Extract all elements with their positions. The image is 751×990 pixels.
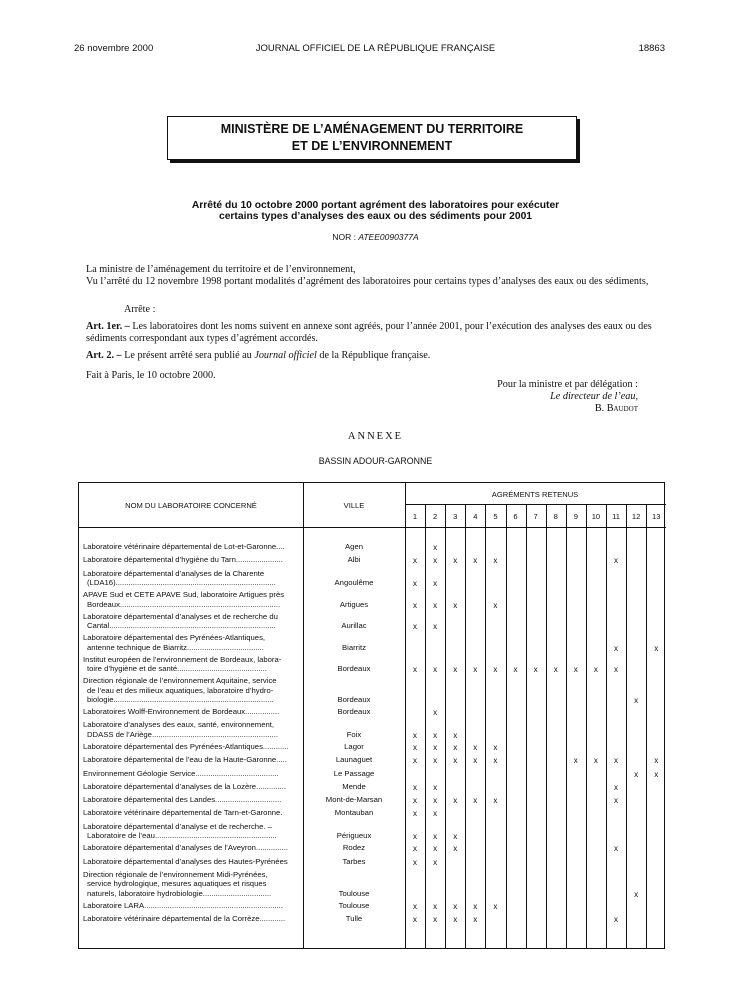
agrement-mark: x xyxy=(614,796,618,806)
ville: Périgueux xyxy=(336,831,372,841)
agrement-mark: x xyxy=(433,809,438,819)
table-row xyxy=(79,870,666,901)
agrement-number-header: 6 xyxy=(513,512,518,521)
agrement-mark: x xyxy=(433,857,438,867)
agrement-mark: x xyxy=(453,742,458,752)
laboratoire-name xyxy=(83,914,299,924)
laboratoire-name xyxy=(83,633,299,652)
table-row xyxy=(79,843,666,856)
fait-a-paris: Fait à Paris, le 10 octobre 2000. xyxy=(86,370,216,381)
ville: Mende xyxy=(342,781,366,791)
table-row xyxy=(79,808,666,821)
agrement-number-header: 12 xyxy=(631,512,641,521)
ville: Lagor xyxy=(344,741,364,751)
agrement-mark: x xyxy=(433,556,438,566)
agrement-mark: x xyxy=(413,782,417,792)
table-row xyxy=(79,822,666,844)
agrement-number-header: 10 xyxy=(591,512,601,521)
agrement-mark: x xyxy=(453,915,458,925)
laboratoire-name-line: Laboratoire départemental des Pyrénées-Atlantiques............ xyxy=(83,741,289,751)
agrement-number-header: 2 xyxy=(433,512,438,521)
agrement-mark: x xyxy=(614,756,618,766)
agrement-mark: x xyxy=(413,915,417,925)
nor-value: ATEE0090377A xyxy=(358,232,419,242)
agrement-mark: x xyxy=(473,756,478,766)
signature-line-1: Pour la ministre et par délégation : xyxy=(497,379,638,390)
laboratoire-name-line: Direction régionale de l’environnement Aquitaine, service xyxy=(83,676,277,686)
agrement-mark: x xyxy=(473,901,478,911)
article-1-text: Les laboratoires dont les noms suivent en annexe sont agréés, pour l’année 2001, pour l’exécution des analyses des eaux ou des sédiments correspondant aux types d’agrément accordés. xyxy=(86,321,652,344)
agrement-mark: x xyxy=(433,665,438,675)
nor-label: NOR : xyxy=(332,232,356,242)
laboratoire-name-line: Laboratoire LARA................................................................. xyxy=(83,900,283,910)
ville: Agen xyxy=(345,542,363,551)
agrement-mark: x xyxy=(473,556,478,566)
ville: Biarritz xyxy=(342,642,366,652)
signature-line-2: Le directeur de l’eau, xyxy=(550,391,638,402)
agrement-mark: x xyxy=(413,665,417,675)
agrement-mark: x xyxy=(473,742,478,752)
laboratoire-name-line: antenne technique de Biarritz.................................... xyxy=(87,642,264,652)
ville: Toulouse xyxy=(338,888,370,898)
agrement-mark: x xyxy=(453,556,458,566)
laboratoire-name xyxy=(83,769,299,779)
agrement-number-header: 13 xyxy=(652,512,661,521)
table-row xyxy=(79,742,666,755)
laboratoire-name xyxy=(83,612,299,631)
agrement-mark: x xyxy=(433,579,438,589)
agrement-mark: x xyxy=(614,556,618,566)
agrement-mark: x xyxy=(433,543,438,552)
agrement-mark: x xyxy=(413,556,417,566)
intro-paragraph-1: La ministre de l’aménagement du territoire et de l’environnement, xyxy=(86,264,356,275)
laboratoire-name xyxy=(83,569,299,588)
agrement-number-header: 3 xyxy=(453,512,458,521)
agrement-mark: x xyxy=(413,857,417,867)
agrement-number-header: 5 xyxy=(493,512,498,521)
ville: Tulle xyxy=(345,914,363,924)
laboratoire-name-line: (LDA16)........................................................................... xyxy=(87,578,276,588)
ville: Le Passage xyxy=(333,768,375,778)
ville: Bordeaux xyxy=(337,707,371,717)
table-row xyxy=(79,542,666,555)
agrement-mark: x xyxy=(453,600,458,610)
laboratoire-name-line: Laboratoire départemental d’analyses et de recherche du xyxy=(83,611,278,621)
laboratoire-name-line: Laboratoire départemental d’hygiène du Tarn...................... xyxy=(83,555,283,565)
table-row xyxy=(79,857,666,870)
agrement-number-header: 7 xyxy=(533,512,538,521)
agrement-mark: x xyxy=(593,665,598,675)
article-1 xyxy=(86,321,666,345)
annexe-title: ANNEXE xyxy=(347,431,404,442)
table-row xyxy=(79,655,666,677)
agrement-mark: x xyxy=(473,665,478,675)
agrement-mark: x xyxy=(573,665,578,675)
agrement-mark: x xyxy=(513,665,518,675)
laboratoire-name-line: Direction régionale de l’environnement Midi-Pyrénées, xyxy=(83,869,268,879)
column-header-ville: VILLE xyxy=(343,501,365,510)
ville: Launaguet xyxy=(335,755,373,765)
laboratoire-name-line: Laboratoire vétérinaire départemental de la Corrèze............ xyxy=(83,914,286,924)
table-row xyxy=(79,755,666,768)
agrement-mark: x xyxy=(614,782,618,792)
table-row xyxy=(79,612,666,634)
laboratoire-name-line: Institut européen de l’environnement de Bordeaux, labora- xyxy=(83,654,282,664)
page-number: 18863 xyxy=(638,43,665,54)
arrete-word: Arrête : xyxy=(124,304,156,315)
table-row xyxy=(79,914,666,927)
ville: Artigues xyxy=(339,599,369,609)
agrement-mark: x xyxy=(614,665,618,675)
ville: Montauban xyxy=(334,808,374,818)
agrement-mark: x xyxy=(433,844,438,854)
arrete-title-line-1: Arrêté du 10 octobre 2000 portant agrément des laboratoires pour exécuter xyxy=(191,200,560,211)
agrement-mark: x xyxy=(413,832,417,842)
table-row xyxy=(79,795,666,808)
arrete-title xyxy=(100,200,651,222)
article-2 xyxy=(86,350,430,362)
laboratoire-name xyxy=(83,590,299,609)
agrement-mark: x xyxy=(634,889,639,899)
ville: Foix xyxy=(346,729,362,739)
laboratoire-name-line: Laboratoire départemental d’analyses des Hautes-Pyrénées xyxy=(83,856,288,866)
agrement-mark: x xyxy=(654,643,659,653)
agrement-mark: x xyxy=(614,643,618,653)
laboratoire-name-line: naturels, laboratoire hydrobiologie................................ xyxy=(87,888,272,898)
ministry-line-2: ET DE L’ENVIRONNEMENT xyxy=(291,139,453,153)
table-row xyxy=(79,676,666,707)
laboratoire-name-line: Laboratoire départemental d’analyses de l’Aveyron............... xyxy=(83,843,288,853)
laboratoire-name-line: biologie........................................................................... xyxy=(87,695,274,705)
agrement-mark: x xyxy=(433,622,438,632)
agrement-mark: x xyxy=(493,556,498,566)
agrement-mark: x xyxy=(413,796,417,806)
table-row xyxy=(79,707,666,720)
table-row xyxy=(79,720,666,742)
article-2-text-before: Le présent arrêté sera publié au xyxy=(124,350,252,361)
laboratoire-name xyxy=(83,795,299,805)
agrement-mark: x xyxy=(413,579,417,589)
laboratoire-name xyxy=(83,555,299,565)
ville: Rodez xyxy=(342,843,366,853)
laboratoire-name xyxy=(83,720,299,739)
table-row xyxy=(79,569,666,591)
agrement-mark: x xyxy=(433,708,438,718)
agrement-mark: x xyxy=(493,901,498,911)
page-header-date: 26 novembre 2000 xyxy=(74,43,154,54)
laboratoire-name-line: Laboratoire vétérinaire départemental de Lot-et-Garonne.... xyxy=(83,542,285,551)
agrement-mark: x xyxy=(654,756,659,766)
agrement-mark: x xyxy=(453,832,458,842)
laboratoire-name-line: Laboratoire départemental d’analyses de la Lozère.............. xyxy=(83,781,286,791)
agrement-mark: x xyxy=(433,901,438,911)
agrement-mark: x xyxy=(614,844,618,854)
laboratoire-name-line: Laboratoire départemental d’analyse et de recherche. – xyxy=(83,821,272,831)
agrement-mark: x xyxy=(433,742,438,752)
laboratoire-name-line: Laboratoire vétérinaire départemental de Tarn-et-Garonne. xyxy=(83,808,283,818)
agrement-mark: x xyxy=(453,901,458,911)
ville: Aurillac xyxy=(341,621,367,631)
article-2-label: Art. 2. – xyxy=(86,350,122,361)
agrement-mark: x xyxy=(433,730,438,740)
agrement-number-header: 4 xyxy=(473,512,478,521)
laboratoire-name xyxy=(83,808,299,818)
agrement-mark: x xyxy=(493,796,498,806)
laboratoire-name xyxy=(83,870,299,899)
article-2-text-after: de la République française. xyxy=(319,350,431,361)
agrement-mark: x xyxy=(453,665,458,675)
agrement-number-header: 8 xyxy=(553,512,558,521)
agrement-mark: x xyxy=(413,742,417,752)
agrement-mark: x xyxy=(453,730,458,740)
table-row xyxy=(79,769,666,782)
agrement-mark: x xyxy=(493,665,498,675)
laboratoire-name-line: Laboratoire départemental des Pyrénées-Atlantiques, xyxy=(83,633,266,643)
signature-block xyxy=(470,379,638,415)
agrement-mark: x xyxy=(413,756,417,766)
laboratoire-name xyxy=(83,676,299,705)
laboratoire-name xyxy=(83,707,299,717)
agrement-mark: x xyxy=(634,696,639,706)
agrement-mark: x xyxy=(453,796,458,806)
table-row xyxy=(79,782,666,795)
ville: Tarbes xyxy=(342,856,366,866)
agrement-mark: x xyxy=(473,796,478,806)
agrement-mark: x xyxy=(493,742,498,752)
laboratoire-name xyxy=(83,755,299,765)
ministry-line-1: MINISTÈRE DE L’AMÉNAGEMENT DU TERRITOIRE xyxy=(220,122,524,136)
page-header-journal-title: JOURNAL OFFICIEL DE LA RÉPUBLIQUE FRANÇAISE xyxy=(255,43,496,54)
table-row xyxy=(79,633,666,655)
agrement-mark: x xyxy=(553,665,558,675)
laboratoire-name-line: Laboratoire de l’eau......................................................... xyxy=(87,831,277,841)
laboratoire-name xyxy=(83,843,299,853)
agrement-number-header: 9 xyxy=(573,512,578,521)
column-header-agrements: AGRÉMENTS RETENUS xyxy=(491,490,579,499)
agrements-table xyxy=(78,482,665,949)
agrement-number-header: 1 xyxy=(412,512,418,521)
agrement-mark: x xyxy=(593,756,598,766)
agrement-mark: x xyxy=(634,769,639,779)
laboratoire-name-line: Laboratoire départemental de l’eau de la Haute-Garonne..... xyxy=(83,755,287,765)
table-row xyxy=(79,901,666,914)
laboratoire-name-line: APAVE Sud et CETE APAVE Sud, laboratoire Artigues près xyxy=(83,590,285,600)
ville: Toulouse xyxy=(338,900,370,910)
agrement-mark: x xyxy=(413,901,417,911)
arrete-title-line-2: certains types d’analyses des eaux ou des sédiments pour 2001 xyxy=(218,211,533,222)
laboratoire-name xyxy=(83,822,299,841)
laboratoire-name-line: Cantal.............................................................................. xyxy=(87,621,276,631)
agrement-mark: x xyxy=(433,915,438,925)
ministry-heading-box xyxy=(167,116,577,160)
ville: Mont-de-Marsan xyxy=(325,795,383,805)
laboratoire-name-line: Laboratoire départemental d’analyses de la Charente xyxy=(83,568,265,578)
agrement-mark: x xyxy=(433,832,438,842)
agrement-number-header: 11 xyxy=(612,512,620,521)
agrement-mark: x xyxy=(413,844,417,854)
ville: Bordeaux xyxy=(337,695,371,705)
ville: Albi xyxy=(347,555,361,565)
column-header-laboratoire: NOM DU LABORATOIRE CONCERNÉ xyxy=(125,501,257,510)
agrement-mark: x xyxy=(493,600,498,610)
ville: Bordeaux xyxy=(337,664,371,674)
agrement-mark: x xyxy=(614,915,618,925)
signature-line-3: B. Baudot xyxy=(594,403,638,414)
agrement-mark: x xyxy=(413,622,417,632)
agrement-mark: x xyxy=(413,730,417,740)
agrement-mark: x xyxy=(533,665,538,675)
laboratoire-name-line: toire d’hygiène et de santé.......................................... xyxy=(87,664,267,674)
agrement-mark: x xyxy=(453,756,458,766)
laboratoire-name-line: Laboratoires Wolff-Environnement de Bordeaux................ xyxy=(83,707,280,717)
bassin-title: BASSIN ADOUR-GARONNE xyxy=(318,456,433,466)
laboratoire-name xyxy=(83,857,299,867)
agrement-mark: x xyxy=(654,769,659,779)
agrement-mark: x xyxy=(413,600,417,610)
laboratoire-name xyxy=(83,742,299,752)
agrement-mark: x xyxy=(433,796,438,806)
laboratoire-name xyxy=(83,901,299,911)
agrement-mark: x xyxy=(473,915,478,925)
article-2-journal: Journal officiel xyxy=(254,350,317,361)
agrement-mark: x xyxy=(453,844,458,854)
laboratoire-name xyxy=(83,782,299,792)
intro-paragraph-2: Vu l’arrêté du 12 novembre 1998 portant modalités d’agrément des laboratoires pour certains types d’analyses des eaux ou des sédiments, xyxy=(86,276,649,287)
ville: Angoulême xyxy=(334,578,374,588)
agrement-mark: x xyxy=(573,756,578,766)
laboratoire-name-line: Environnement Géologie Service....................................... xyxy=(83,768,279,778)
agrement-mark: x xyxy=(433,600,438,610)
agrement-mark: x xyxy=(433,756,438,766)
agrement-mark: x xyxy=(493,756,498,766)
laboratoire-name xyxy=(83,655,299,674)
table-row xyxy=(79,590,666,612)
agrement-mark: x xyxy=(433,782,438,792)
laboratoire-name xyxy=(83,542,299,552)
laboratoire-name-line: Laboratoire d’analyses des eaux, santé, environnement, xyxy=(83,720,275,730)
agrement-mark: x xyxy=(413,809,417,819)
laboratoire-name-line: DDASS de l’Ariège........................................................... xyxy=(87,729,278,739)
nor-reference xyxy=(0,232,751,242)
laboratoire-name-line: Bordeaux........................................................................... xyxy=(87,599,281,609)
header-bottom-line xyxy=(79,527,666,528)
article-1-label: Art. 1er. – xyxy=(86,321,130,332)
table-row xyxy=(79,555,666,568)
laboratoire-name-line: Laboratoire départemental des Landes............................... xyxy=(83,795,282,805)
laboratoire-name-line: service hydrologique, mesures aquatiques et risques xyxy=(87,879,267,889)
laboratoire-name-line: de l’eau et des milieux aquatiques, laboratoire d’hydro- xyxy=(87,685,274,695)
